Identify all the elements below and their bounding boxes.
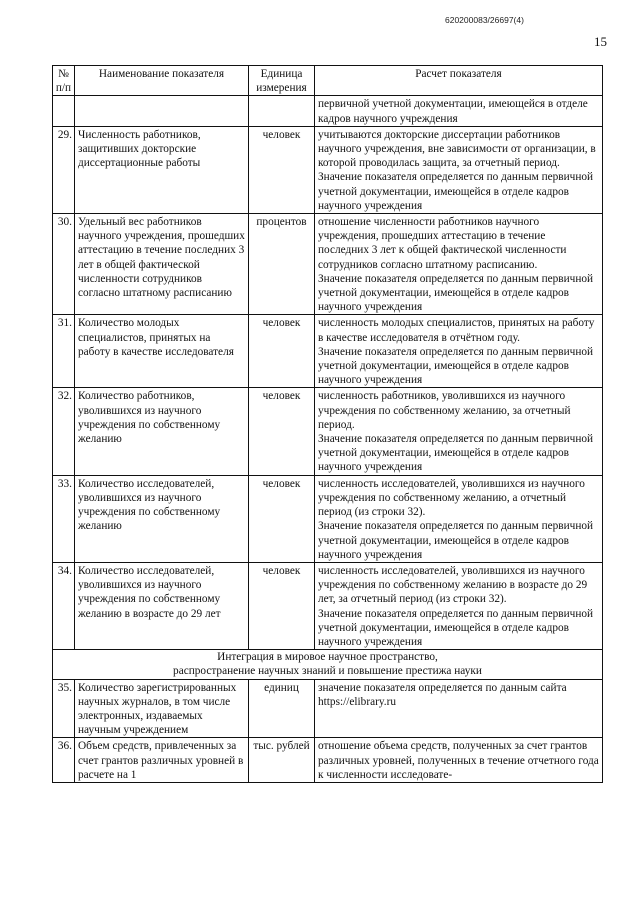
section-title-line2: распространение научных знаний и повышение престижа науки (173, 665, 482, 678)
section-title-line1: Интеграция в мировое научное пространство, (217, 651, 438, 664)
cell-num: 32. (53, 388, 75, 475)
header-num: № п/п (53, 66, 75, 96)
cell-unit: тыс. рублей (249, 738, 315, 783)
calc-main: численность молодых специалистов, принятых на работу в качестве исследователя в отчётном году. (318, 317, 595, 344)
cell-calc (315, 315, 603, 388)
section-title (53, 650, 603, 679)
cell-num: 36. (53, 738, 75, 783)
cell-name: Количество зарегистрированных научных журналов, в том числе электронных, издаваемых научным учреждением (75, 679, 249, 738)
table-row-continuation (53, 96, 603, 126)
table-row (53, 475, 603, 562)
cell-calc (315, 475, 603, 562)
cell-unit: человек (249, 562, 315, 649)
calc-main: отношение численности работников научного учреждения, прошедших аттестацию в течение последних 3 лет к общей фактической численности сотрудников согласно штатному расписанию. (318, 216, 567, 271)
section-header-row (53, 650, 603, 679)
calc-main: численность работников, уволившихся из научного учреждения по собственному желанию, за отчетный период. (318, 390, 571, 431)
cell-num: 31. (53, 315, 75, 388)
cell-unit: единиц (249, 679, 315, 738)
page-number: 15 (594, 34, 607, 49)
cell-name: Количество работников, уволившихся из научного учреждения по собственному желанию (75, 388, 249, 475)
cell-unit: человек (249, 315, 315, 388)
calc-note: Значение показателя определяется по данным первичной учетной документации, имеющейся в отделе кадров научного учреждения (318, 171, 594, 212)
cell-name: Количество исследователей, уволившихся из научного учреждения по собственному желанию (75, 475, 249, 562)
table-header-row (53, 66, 603, 96)
cell-calc (315, 388, 603, 475)
calc-note: Значение показателя определяется по данным первичной учетной документации, имеющейся в отделе кадров научного учреждения (318, 607, 594, 648)
document-id: 620200083/26697(4) (445, 15, 524, 25)
cell-calc: отношение объема средств, полученных за счет грантов различных уровней, полученных в течение отчетного года к численности исследовате- (315, 738, 603, 783)
table-row (53, 126, 603, 213)
calc-note: Значение показателя определяется по данным первичной учетной документации, имеющейся в отделе кадров научного учреждения (318, 345, 594, 387)
calc-main: учитываются докторские диссертации работников научного учреждения, вне зависимости от организации, в которой проводилась защита, за отчетный период. (318, 128, 596, 170)
calc-main: численность исследователей, уволившихся из научного учреждения по собственному желанию в возрасте до 29 лет, за отчетный период (из строки 32). (318, 564, 588, 606)
calc-main: численность исследователей, уволившихся из научного учреждения по собственному желанию, а отчетный период (из строки 32). (318, 477, 585, 519)
header-name: Наименование показателя (75, 66, 249, 96)
cell-unit: человек (249, 475, 315, 562)
header-unit: Единица измерения (249, 66, 315, 96)
cell-name: Количество молодых специалистов, принятых на работу в качестве исследователя (75, 315, 249, 388)
table-row (53, 738, 603, 783)
cell-calc (315, 214, 603, 315)
cell-num: 30. (53, 214, 75, 315)
table-row (53, 214, 603, 315)
calc-note: Значение показателя определяется по данным первичной учетной документации, имеющейся в отделе кадров научного учреждения (318, 433, 594, 474)
cell-num: 29. (53, 126, 75, 213)
cell-name: Объем средств, привлеченных за счет грантов различных уровней в расчете на 1 (75, 738, 249, 783)
cell-calc: значение показателя определяется по данным сайта https://elibrary.ru (315, 679, 603, 738)
cell-num: 35. (53, 679, 75, 738)
cell-calc: первичной учетной документации, имеющейся в отделе кадров научного учреждения (315, 96, 603, 126)
header-calc: Расчет показателя (315, 66, 603, 96)
cell-name: Количество исследователей, уволившихся из научного учреждения по собственному желанию в возрасте до 29 лет (75, 562, 249, 649)
calc-note: Значение показателя определяется по данным первичной учетной документации, имеющейся в отделе кадров научного учреждения (318, 272, 594, 314)
cell-name: Численность работников, защитивших докторские диссертационные работы (75, 126, 249, 213)
table-row (53, 679, 603, 738)
cell-num: 34. (53, 562, 75, 649)
cell-name: Удельный вес работников научного учреждения, прошедших аттестацию в течение последних 3 лет в общей фактической численности сотрудников согласно штатному расписанию (75, 214, 249, 315)
cell-unit: процентов (249, 214, 315, 315)
calc-note: Значение показателя определяется по данным первичной учетной документации, имеющейся в отделе кадров научного учреждения (318, 520, 594, 561)
indicators-table (52, 65, 603, 783)
table-row (53, 388, 603, 475)
cell-calc (315, 126, 603, 213)
table-row (53, 315, 603, 388)
cell-calc (315, 562, 603, 649)
table-row (53, 562, 603, 649)
cell-unit: человек (249, 388, 315, 475)
cell-num: 33. (53, 475, 75, 562)
cell-unit: человек (249, 126, 315, 213)
